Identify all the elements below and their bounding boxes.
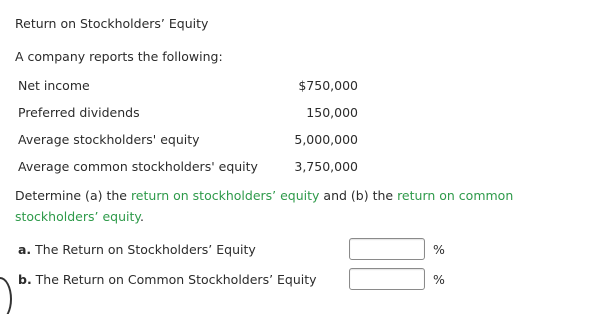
answer-label-a [18, 242, 349, 257]
data-row-avg-stockholders-equity [18, 126, 358, 153]
data-label: Net income [18, 78, 90, 93]
percent-unit: % [433, 271, 445, 287]
data-label: Average common stockholders' equity [18, 159, 258, 174]
prompt-text: Determine (a) the [15, 188, 131, 203]
return-on-common-stockholders-equity-input[interactable] [349, 268, 425, 290]
answer-prefix: a. [18, 241, 32, 257]
data-value: 3,750,000 [294, 159, 358, 174]
percent-unit: % [433, 241, 445, 257]
return-on-stockholders-equity-input[interactable] [349, 238, 425, 260]
data-row-net-income [18, 72, 358, 99]
question-prompt [15, 185, 591, 227]
financial-data-table [18, 72, 358, 180]
corner-circle-icon [0, 277, 12, 314]
data-row-preferred-dividends [18, 99, 358, 126]
answer-row-b [18, 267, 445, 291]
answer-label-text: The Return on Common Stockholders’ Equity [31, 271, 317, 287]
answer-label-text: The Return on Stockholders’ Equity [31, 241, 256, 257]
data-value: 5,000,000 [294, 132, 358, 147]
data-value: $750,000 [298, 78, 358, 93]
data-label: Average stockholders' equity [18, 132, 200, 147]
glossary-link-return-on-stockholders-equity[interactable]: return on stockholders’ equity [130, 188, 320, 203]
prompt-text: and (b) the [319, 188, 398, 203]
answer-prefix: b. [18, 271, 32, 287]
glossary-link-return-on-common-stockholders-equity[interactable]: return on common stockholders’ equity [15, 188, 514, 224]
data-value: 150,000 [306, 105, 358, 120]
answer-label-b [18, 272, 349, 287]
answer-row-a [18, 237, 445, 261]
intro-text: A company reports the following: [15, 49, 223, 64]
data-label: Preferred dividends [18, 105, 140, 120]
page-title: Return on Stockholders’ Equity [15, 16, 209, 31]
data-row-avg-common-stockholders-equity [18, 153, 358, 180]
prompt-text: . [139, 209, 144, 224]
